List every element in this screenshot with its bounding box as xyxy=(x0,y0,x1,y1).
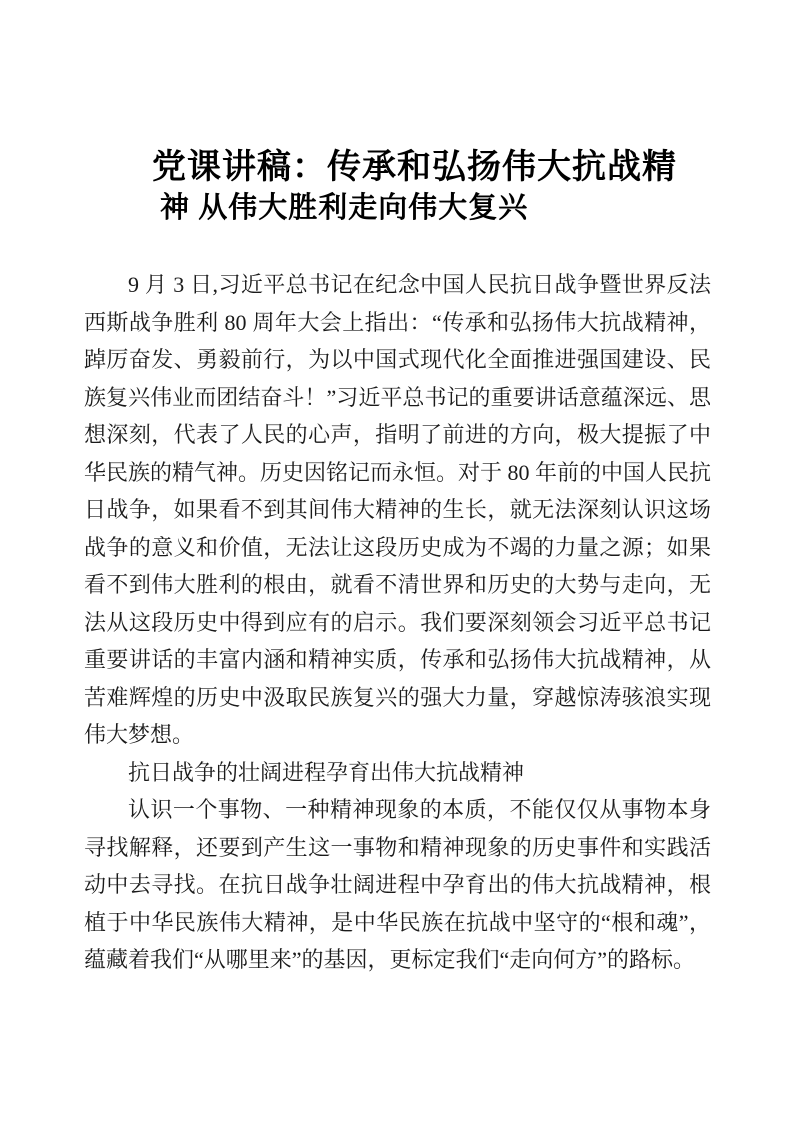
paragraph-section-heading: 抗日战争的壮阔进程孕育出伟大抗战精神 xyxy=(128,759,525,785)
paragraph-intro: 9 月 3 日,习近平总书记在纪念中国人民抗日战争暨世界反法西斯战争胜利 80 周年大会上指出：“传承和弘扬伟大抗战精神，踔厉奋发、勇毅前行，为以中国式现代化全面推进强国建设、民族复兴伟业而团结奋斗！”习近平总书记的重要讲话意蕴深远、思想深刻，代表了人民的心声，指明了前进的方向，极大提振了中华民族的精气神。历史因铭记而永恒。对于 80 年前的中国人民抗日战争，如果看不到其间伟大精神的生长，就无法深刻认识这场战争的意义和价值，无法让这段历史成为不竭的力量之源；如果看不到伟大胜利的根由，就看不清世界和历史的大势与走向，无法从这段历史中得到应有的启示。我们要深刻领会习近平总书记重要讲话的丰富内涵和精神实质，传承和弘扬伟大抗战精神，从苦难辉煌的历史中汲取民族复兴的强大力量，穿越惊涛骇浪实现伟大梦想。 xyxy=(84,272,712,747)
title-line-2: 神 从伟大胜利走向伟大复兴 xyxy=(160,192,529,224)
document-body xyxy=(84,266,711,979)
document-title xyxy=(152,147,753,227)
paragraph-section-body: 认识一个事物、一种精神现象的本质，不能仅仅从事物本身寻找解释，还要到产生这一事物和精神现象的历史事件和实践活动中去寻找。在抗日战争壮阔进程中孕育出的伟大抗战精神，根植于中华民族伟大精神，是中华民族在抗战中坚守的“根和魂”，蕴藏着我们“从哪里来”的基因，更标定我们“走向何方”的路标。 xyxy=(84,797,711,972)
title-line-1: 党课讲稿：传承和弘扬伟大抗战精 xyxy=(152,149,677,186)
